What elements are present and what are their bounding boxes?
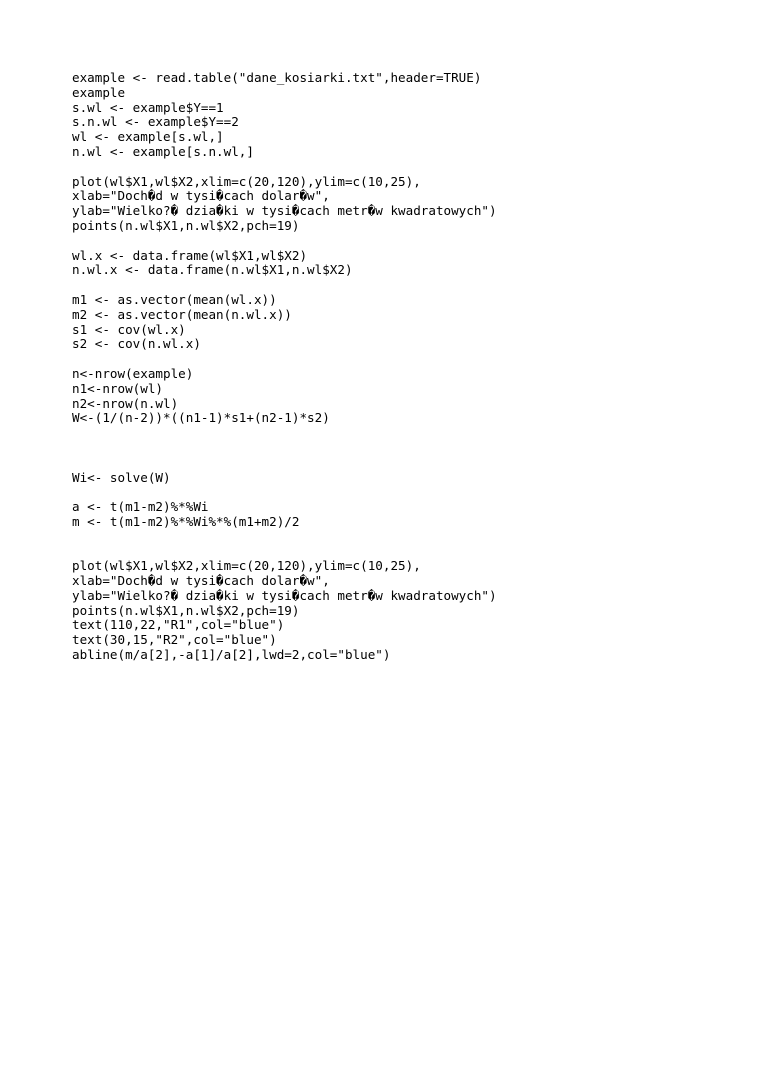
code-line: example <box>72 84 126 100</box>
code-line: m1 <- as.vector(mean(wl.x)) <box>72 291 277 307</box>
code-line: s1 <- cov(wl.x) <box>72 321 186 337</box>
code-line <box>72 485 497 500</box>
code-line: Wi<- solve(W) <box>72 469 171 485</box>
code-line: xlab="Doch�d w tysi�cach dolar�w", <box>72 188 330 204</box>
code-line: m <- t(m1-m2)%*%Wi%*%(m1+m2)/2 <box>72 513 300 529</box>
code-line: a <- t(m1-m2)%*%Wi <box>72 499 209 515</box>
code-line <box>72 278 497 293</box>
code-line: m2 <- as.vector(mean(n.wl.x)) <box>72 306 292 322</box>
code-line <box>72 234 497 249</box>
code-line: xlab="Doch�d w tysi�cach dolar�w", <box>72 573 330 589</box>
code-line <box>72 545 497 560</box>
code-line: text(30,15,"R2",col="blue") <box>72 632 277 648</box>
code-line: wl <- example[s.wl,] <box>72 129 224 145</box>
code-line <box>72 456 497 471</box>
code-line: example <- read.table("dane_kosiarki.txt",header=TRUE) <box>72 70 482 85</box>
code-line <box>72 352 497 367</box>
code-line: plot(wl$X1,wl$X2,xlim=c(20,120),ylim=c(10,25), <box>72 558 421 574</box>
code-line <box>72 441 497 456</box>
code-line: abline(m/a[2],-a[1]/a[2],lwd=2,col="blue") <box>72 647 391 663</box>
code-line: s.wl <- example$Y==1 <box>72 99 224 115</box>
code-line: text(110,22,"R1",col="blue") <box>72 617 285 633</box>
code-line: s.n.wl <- example$Y==2 <box>72 114 239 130</box>
code-line: points(n.wl$X1,n.wl$X2,pch=19) <box>72 217 300 233</box>
code-line: n.wl <- example[s.n.wl,] <box>72 143 254 159</box>
code-line: n2<-nrow(n.wl) <box>72 395 179 411</box>
code-line: plot(wl$X1,wl$X2,xlim=c(20,120),ylim=c(10,25), <box>72 173 421 189</box>
code-line: points(n.wl$X1,n.wl$X2,pch=19) <box>72 602 300 618</box>
code-line: ylab="Wielko?� dzia�ki w tysi�cach metr�w kwadratowych") <box>72 203 497 219</box>
code-line: W<-(1/(n-2))*((n1-1)*s1+(n2-1)*s2) <box>72 410 330 426</box>
code-line: ylab="Wielko?� dzia�ki w tysi�cach metr�w kwadratowych") <box>72 587 497 603</box>
code-block <box>72 71 497 663</box>
code-line: n<-nrow(example) <box>72 365 194 381</box>
code-line <box>72 160 497 175</box>
code-line: s2 <- cov(n.wl.x) <box>72 336 201 352</box>
code-line: n.wl.x <- data.frame(n.wl$X1,n.wl$X2) <box>72 262 353 278</box>
code-line <box>72 426 497 441</box>
code-line <box>72 530 497 545</box>
code-line: wl.x <- data.frame(wl$X1,wl$X2) <box>72 247 308 263</box>
code-line: n1<-nrow(wl) <box>72 380 163 396</box>
